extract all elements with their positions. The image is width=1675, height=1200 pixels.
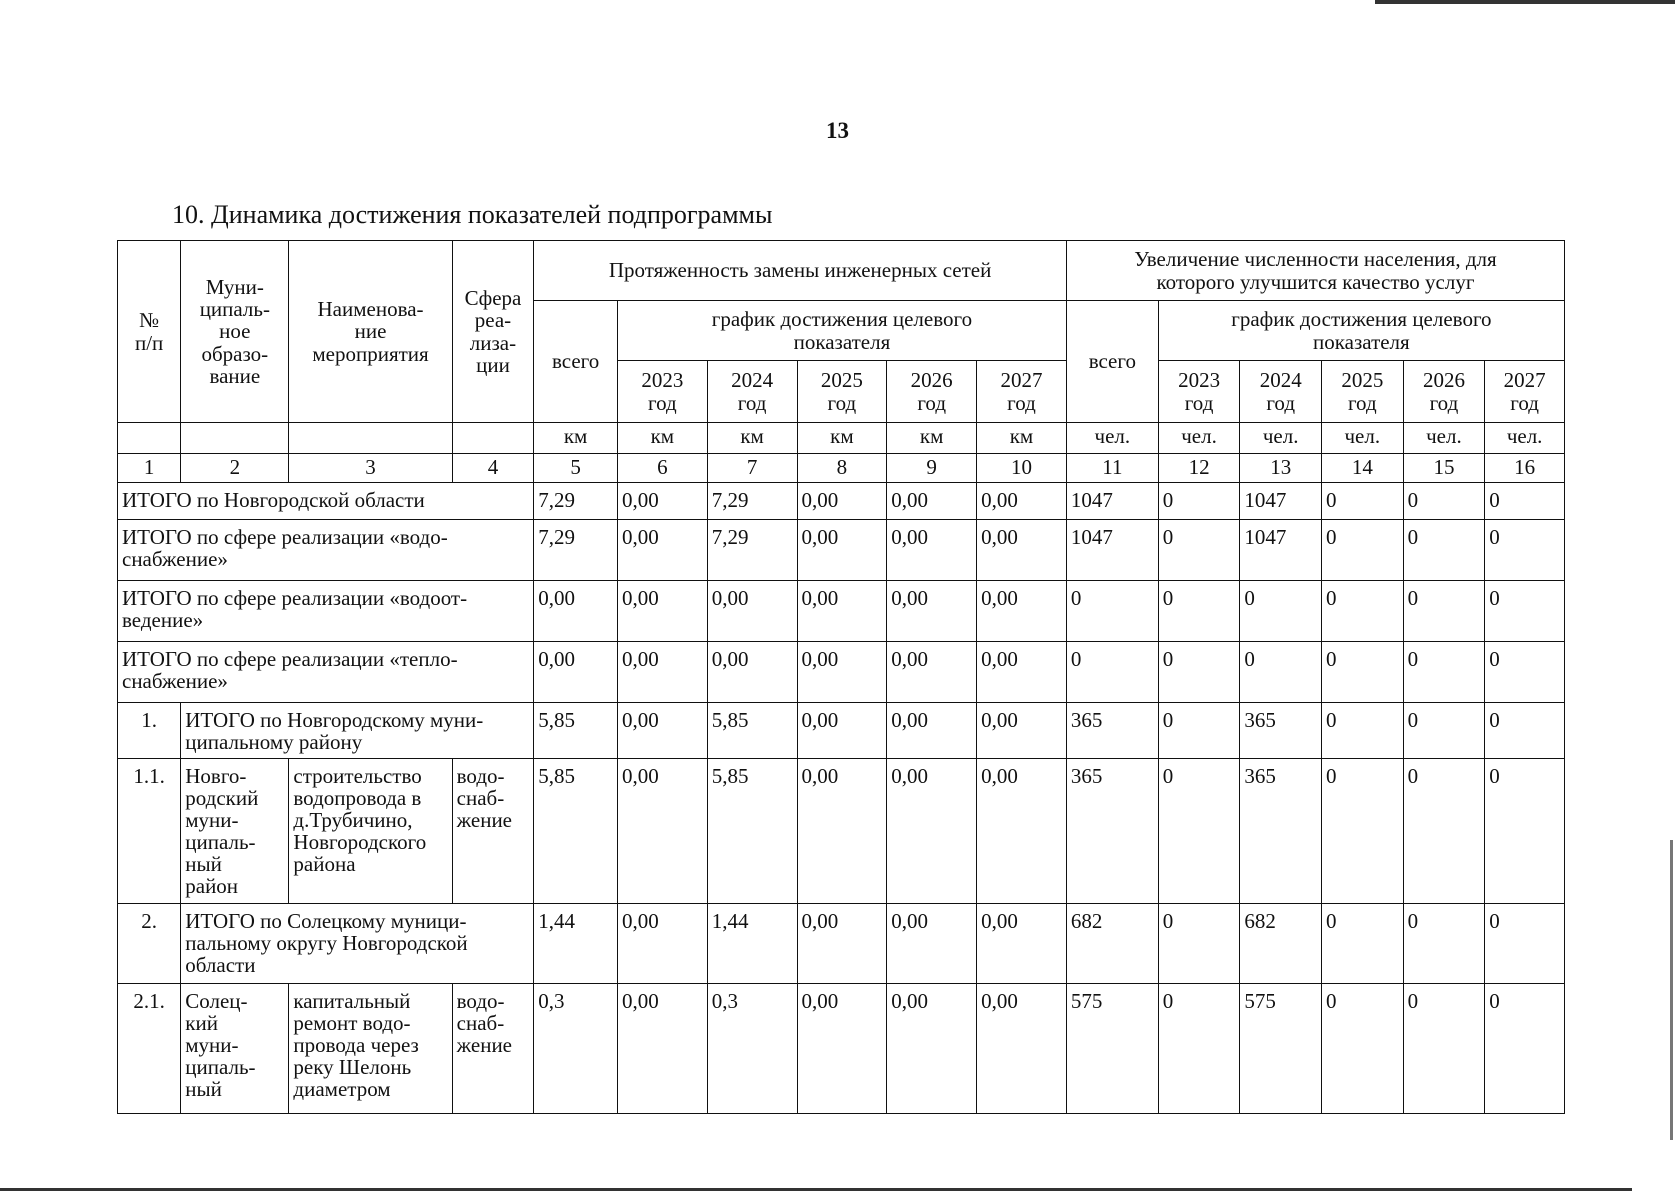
table-row [118, 642, 1565, 703]
header-sphere: Сфера реа- лиза- ции [452, 241, 534, 423]
table-header [118, 241, 1565, 483]
cell-value: 0,00 [617, 904, 707, 984]
cell-value: 0 [1322, 984, 1404, 1114]
row-measure: капитальный ремонт водо- провода через реку Шелонь диаметром [289, 984, 452, 1114]
cell-value: 1,44 [534, 904, 618, 984]
column-number: 3 [289, 454, 452, 483]
cell-value: 0,00 [977, 984, 1067, 1114]
column-number: 15 [1403, 454, 1485, 483]
column-number: 13 [1240, 454, 1322, 483]
cell-value: 0,00 [797, 904, 887, 984]
cell-value: 0 [1403, 904, 1485, 984]
row-number: 1. [118, 703, 181, 759]
cell-value: 365 [1066, 759, 1158, 904]
cell-value: 0 [1158, 520, 1240, 581]
column-number: 16 [1485, 454, 1565, 483]
cell-value: 0 [1158, 759, 1240, 904]
table-row [118, 581, 1565, 642]
row-label: ИТОГО по Солецкому муници- пальному округу Новгородской области [181, 904, 534, 984]
row-label: ИТОГО по Новгородскому муни- ципальному району [181, 703, 534, 759]
cell-value: 0,00 [617, 642, 707, 703]
cell-value: 0 [1158, 581, 1240, 642]
cell-value: 0,00 [797, 984, 887, 1114]
cell-value: 0,00 [797, 483, 887, 520]
page-number: 13 [826, 118, 849, 143]
cell-value: 0 [1403, 984, 1485, 1114]
cell-value: 0,00 [797, 759, 887, 904]
header-ppl-schedule: график достижения целевого показателя [1158, 301, 1564, 361]
cell-value: 0,00 [797, 642, 887, 703]
cell-value: 0,00 [887, 904, 977, 984]
cell-value: 0 [1485, 520, 1565, 581]
cell-value: 0 [1322, 703, 1404, 759]
row-label: ИТОГО по Новгородской области [118, 483, 534, 520]
cell-value: 0 [1158, 642, 1240, 703]
cell-value: 0,00 [977, 642, 1067, 703]
header-ppl-year-2024: 2024 год [1240, 361, 1322, 423]
cell-value: 0 [1066, 581, 1158, 642]
row-number: 1.1. [118, 759, 181, 904]
cell-value: 0 [1403, 520, 1485, 581]
cell-value: 0,00 [887, 984, 977, 1114]
cell-value: 0,00 [617, 581, 707, 642]
header-num: № п/п [118, 241, 181, 423]
cell-value: 0 [1485, 759, 1565, 904]
cell-value: 0,00 [534, 642, 618, 703]
column-number: 5 [534, 454, 618, 483]
cell-value: 0 [1403, 703, 1485, 759]
unit-km: км [617, 423, 707, 454]
header-km-total: всего [534, 301, 618, 423]
cell-value: 0,00 [797, 520, 887, 581]
unit-empty [118, 423, 181, 454]
header-km-year-2027: 2027 год [977, 361, 1067, 423]
unit-km: км [887, 423, 977, 454]
cell-value: 0 [1485, 904, 1565, 984]
cell-value: 0 [1158, 904, 1240, 984]
cell-value: 682 [1240, 904, 1322, 984]
cell-value: 365 [1240, 703, 1322, 759]
cell-value: 0 [1158, 483, 1240, 520]
cell-value: 0 [1485, 581, 1565, 642]
row-number: 2. [118, 904, 181, 984]
cell-value: 0,00 [617, 984, 707, 1114]
cell-value: 0 [1322, 581, 1404, 642]
table-row [118, 520, 1565, 581]
table-row [118, 703, 1565, 759]
header-ppl-year-2027: 2027 год [1485, 361, 1565, 423]
cell-value: 0,00 [887, 520, 977, 581]
cell-value: 0 [1066, 642, 1158, 703]
row-sphere: водо- снаб- жение [452, 759, 534, 904]
table-row [118, 904, 1565, 984]
cell-value: 0,00 [797, 581, 887, 642]
cell-value: 0 [1240, 642, 1322, 703]
top-rule [1375, 0, 1675, 4]
cell-value: 0 [1403, 581, 1485, 642]
column-number: 9 [887, 454, 977, 483]
column-number: 12 [1158, 454, 1240, 483]
cell-value: 0 [1403, 483, 1485, 520]
cell-value: 1047 [1066, 520, 1158, 581]
row-label: ИТОГО по сфере реализации «водо- снабжение» [118, 520, 534, 581]
unit-ppl: чел. [1485, 423, 1565, 454]
header-ppl-year-2025: 2025 год [1322, 361, 1404, 423]
unit-ppl: чел. [1066, 423, 1158, 454]
cell-value: 7,29 [534, 520, 618, 581]
unit-empty [452, 423, 534, 454]
unit-km: км [707, 423, 797, 454]
section-heading: 10. Динамика достижения показателей подпрограммы [172, 200, 773, 229]
header-ppl-year-2023: 2023 год [1158, 361, 1240, 423]
unit-ppl: чел. [1403, 423, 1485, 454]
cell-value: 0,00 [887, 703, 977, 759]
cell-value: 0 [1158, 984, 1240, 1114]
cell-value: 0 [1485, 642, 1565, 703]
cell-value: 1,44 [707, 904, 797, 984]
cell-value: 0,3 [534, 984, 618, 1114]
cell-value: 0,00 [887, 759, 977, 904]
unit-ppl: чел. [1322, 423, 1404, 454]
unit-km: км [534, 423, 618, 454]
header-km-year-2025: 2025 год [797, 361, 887, 423]
row-number: 2.1. [118, 984, 181, 1114]
cell-value: 0,00 [534, 581, 618, 642]
column-number: 10 [977, 454, 1067, 483]
cell-value: 1047 [1066, 483, 1158, 520]
header-ppl-year-2026: 2026 год [1403, 361, 1485, 423]
cell-value: 365 [1240, 759, 1322, 904]
column-number: 8 [797, 454, 887, 483]
cell-value: 5,85 [707, 703, 797, 759]
cell-value: 575 [1066, 984, 1158, 1114]
header-population-increase: Увеличение численности населения, для которого улучшится качество услуг [1066, 241, 1564, 301]
cell-value: 7,29 [707, 520, 797, 581]
cell-value: 0,00 [617, 759, 707, 904]
row-label: ИТОГО по сфере реализации «тепло- снабжение» [118, 642, 534, 703]
row-municipality: Солец- кий муни- ципаль- ный [181, 984, 289, 1114]
row-label: ИТОГО по сфере реализации «водоот- ведение» [118, 581, 534, 642]
column-number: 4 [452, 454, 534, 483]
cell-value: 0 [1322, 483, 1404, 520]
cell-value: 0 [1485, 984, 1565, 1114]
unit-ppl: чел. [1158, 423, 1240, 454]
cell-value: 0,00 [887, 581, 977, 642]
cell-value: 365 [1066, 703, 1158, 759]
header-network-length: Протяженность замены инженерных сетей [534, 241, 1067, 301]
cell-value: 0 [1403, 759, 1485, 904]
cell-value: 0 [1485, 483, 1565, 520]
cell-value: 7,29 [534, 483, 618, 520]
column-number: 2 [181, 454, 289, 483]
header-km-year-2026: 2026 год [887, 361, 977, 423]
row-municipality: Новго- родский муни- ципаль- ный район [181, 759, 289, 904]
header-municipality: Муни- ципаль- ное образо- вание [181, 241, 289, 423]
cell-value: 0,00 [977, 520, 1067, 581]
column-number: 7 [707, 454, 797, 483]
cell-value: 0,00 [977, 581, 1067, 642]
unit-empty [181, 423, 289, 454]
cell-value: 5,85 [534, 703, 618, 759]
cell-value: 0,00 [617, 520, 707, 581]
bottom-rule [0, 1188, 1632, 1191]
column-number: 14 [1322, 454, 1404, 483]
cell-value: 0 [1322, 520, 1404, 581]
cell-value: 0,00 [617, 483, 707, 520]
header-km-year-2023: 2023 год [617, 361, 707, 423]
unit-ppl: чел. [1240, 423, 1322, 454]
cell-value: 5,85 [707, 759, 797, 904]
scan-edge [1670, 840, 1673, 1140]
table-row [118, 759, 1565, 904]
cell-value: 0,00 [977, 483, 1067, 520]
cell-value: 0,00 [977, 759, 1067, 904]
cell-value: 0,00 [617, 703, 707, 759]
table-body [118, 483, 1565, 1114]
header-km-year-2024: 2024 год [707, 361, 797, 423]
row-sphere: водо- снаб- жение [452, 984, 534, 1114]
cell-value: 0 [1322, 642, 1404, 703]
header-ppl-total: всего [1066, 301, 1158, 423]
row-measure: строительство водопровода в д.Трубичино, Новгородского района [289, 759, 452, 904]
cell-value: 682 [1066, 904, 1158, 984]
cell-value: 0 [1403, 642, 1485, 703]
cell-value: 0 [1322, 904, 1404, 984]
table-row [118, 483, 1565, 520]
cell-value: 0 [1158, 703, 1240, 759]
unit-km: км [797, 423, 887, 454]
table-row [118, 984, 1565, 1114]
cell-value: 0,00 [707, 581, 797, 642]
cell-value: 0,00 [887, 483, 977, 520]
column-number: 6 [617, 454, 707, 483]
cell-value: 5,85 [534, 759, 618, 904]
cell-value: 0,00 [887, 642, 977, 703]
units-row [118, 423, 1565, 454]
cell-value: 0,00 [797, 703, 887, 759]
unit-km: км [977, 423, 1067, 454]
cell-value: 0,00 [977, 904, 1067, 984]
column-numbers-row [118, 454, 1565, 483]
indicators-table [117, 240, 1565, 1114]
header-km-schedule: график достижения целевого показателя [617, 301, 1066, 361]
header-measure: Наименова- ние мероприятия [289, 241, 452, 423]
cell-value: 1047 [1240, 483, 1322, 520]
cell-value: 0,3 [707, 984, 797, 1114]
cell-value: 0 [1322, 759, 1404, 904]
column-number: 1 [118, 454, 181, 483]
unit-empty [289, 423, 452, 454]
column-number: 11 [1066, 454, 1158, 483]
cell-value: 7,29 [707, 483, 797, 520]
cell-value: 0 [1240, 581, 1322, 642]
cell-value: 1047 [1240, 520, 1322, 581]
cell-value: 0 [1485, 703, 1565, 759]
cell-value: 0,00 [977, 703, 1067, 759]
cell-value: 575 [1240, 984, 1322, 1114]
cell-value: 0,00 [707, 642, 797, 703]
